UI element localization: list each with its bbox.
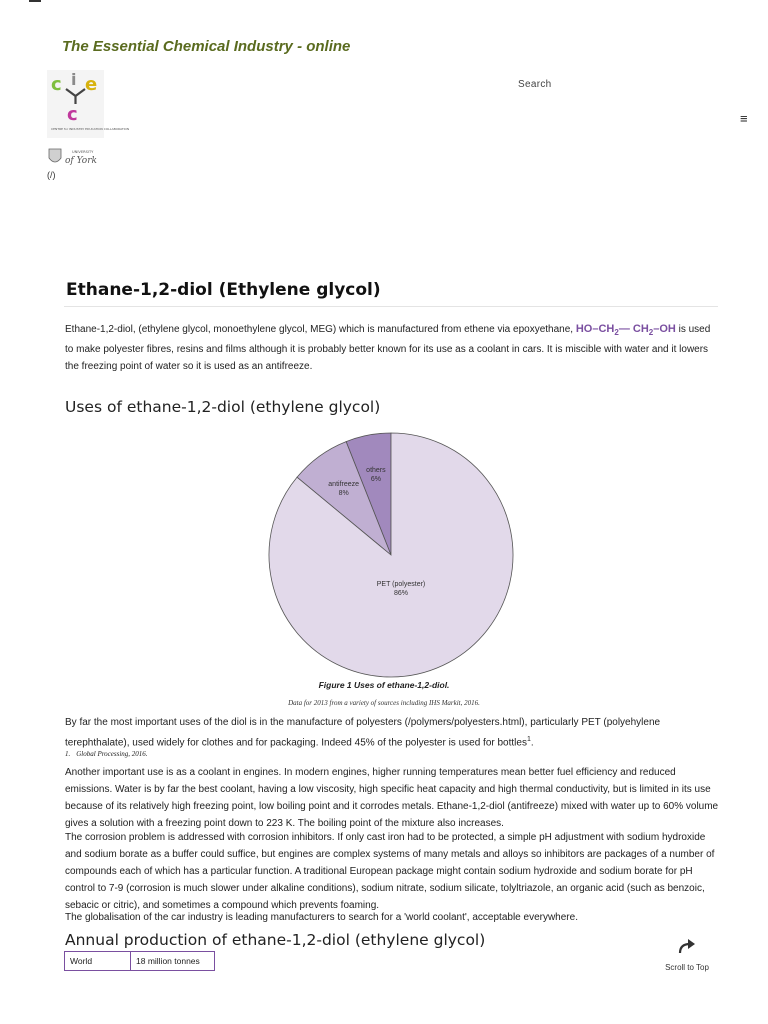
figure-caption: Figure 1 Uses of ethane-1,2-diol.	[318, 680, 450, 690]
york-logo[interactable]	[47, 146, 107, 168]
table-cell-amount: 18 million tonnes	[131, 952, 215, 971]
pie-label-name: others	[366, 466, 386, 474]
home-link[interactable]: (/)	[47, 170, 56, 180]
york-logo-university: UNIVERSITY	[72, 150, 94, 154]
polyester-text: By far the most important uses of the diol is in the manufacture of polyesters (/polymers/polyesters.html), particularly PET (polyehylene terephthalate), used widely for clothes and for packaging. Indeed 45% of the polyester is used for bottles	[65, 717, 661, 749]
york-logo-name: of York	[65, 156, 97, 166]
ciec-logo-letter-c2: c	[67, 104, 78, 125]
footnote-text: Global Processing, 2016.	[76, 750, 148, 758]
ciec-logo-caption: CENTRE for INDUSTRY EDUCATION COLLABORATION	[51, 127, 130, 131]
intro-text-before: Ethane-1,2-diol, (ethylene glycol, monoethylene glycol, MEG) which is manufactured from ethene via epoxyethane,	[65, 324, 574, 335]
york-shield-icon	[49, 149, 61, 162]
ciec-logo[interactable]	[47, 70, 130, 138]
scroll-to-top-button[interactable]	[655, 938, 719, 972]
top-divider	[29, 0, 41, 2]
intro-text-after: is used to make polyester fibres, resins and films although it is probably better known for its use as a coolant in cars. It is miscible with water and it lowers the freezing point of water so it is used as an antifreeze.	[65, 324, 711, 373]
formula-sub2: 2	[648, 328, 654, 338]
figure-source: Data for 2013 from a variety of sources including IHS Markit, 2016.	[288, 699, 480, 707]
formula-part3: –OH	[653, 323, 676, 335]
coolant-paragraph: Another important use is as a coolant in engines. In modern engines, higher running temperatures mean better fuel efficiency and reduced emissions. Water is by far the best coolant, having a low viscosity, high specific heat capacity and high thermal conductivity, but is limited in its use because of its relatively high freezing point, low boiling point and it corrodes metals. Ethane-1,2-diol (antifreeze) mixed with water up to 60% volume gives a solution with a freezing point down to 223 K. The boiling point of the mixture also increases.	[65, 767, 719, 829]
footnote-ref[interactable]: 1	[526, 736, 531, 743]
chemical-formula	[575, 323, 676, 338]
page-title: Ethane-1,2-diol (Ethylene glycol)	[66, 280, 381, 300]
production-heading: Annual production of ethane-1,2-diol (ethylene glycol)	[65, 931, 486, 949]
pie-label-name: antifreeze	[328, 480, 360, 488]
pie-label-percent: 6%	[370, 475, 381, 483]
globalisation-paragraph: The globalisation of the car industry is leading manufacturers to search for a 'world coolant', acceptable everywhere.	[65, 912, 578, 923]
corrosion-paragraph: The corrosion problem is addressed with corrosion inhibitors. If only cast iron had to be protected, a simple pH adjustment with sodium hydroxide and sodium borate as a buffer could suffice, but engines are complex systems of many metals and alloys so inhibitors are packages of a number of compounds each of which has a particular function. A traditional European package might contain sodium hydroxide and sodium borate for pH control to 7-9 (corrosion is much slower under alkaline conditions), sodium nitrate, sodium silicate, tolyltriazole, an organic acid (such as benzoic, sebacic or citric), and sometimes a compound which prevents foaming.	[65, 832, 715, 911]
formula-sub1: 2	[614, 328, 619, 338]
pie-label-name: PET (polyester)	[376, 581, 426, 588]
ciec-logo-letter-c1: c	[51, 74, 62, 95]
polyester-text-end: .	[530, 737, 534, 749]
pie-label-percent: 8%	[338, 489, 349, 497]
curved-arrow-icon	[676, 938, 698, 956]
pie-label-percent: 86%	[393, 590, 409, 597]
table-cell-region: World	[65, 952, 131, 971]
footnote-number: 1.	[65, 750, 71, 758]
intro-paragraph	[65, 321, 720, 375]
uses-heading: Uses of ethane-1,2-diol (ethylene glycol)	[65, 398, 381, 416]
formula-part2: — CH	[618, 323, 649, 335]
scroll-to-top-label: Scroll to Top	[665, 963, 709, 972]
search-link[interactable]: Search	[518, 79, 552, 90]
ciec-logo-letter-i: i	[71, 70, 77, 89]
site-title[interactable]: The Essential Chemical Industry - online	[62, 38, 351, 55]
formula-part1: HO–CH	[575, 323, 615, 335]
footnote	[65, 750, 148, 758]
ciec-logo-letter-e: e	[85, 74, 98, 95]
table-row	[65, 952, 215, 971]
uses-pie-chart	[263, 435, 519, 675]
polyester-paragraph	[65, 714, 720, 751]
production-table	[64, 951, 215, 971]
hamburger-menu-icon[interactable]: ≡	[740, 111, 748, 126]
title-divider	[64, 306, 718, 307]
